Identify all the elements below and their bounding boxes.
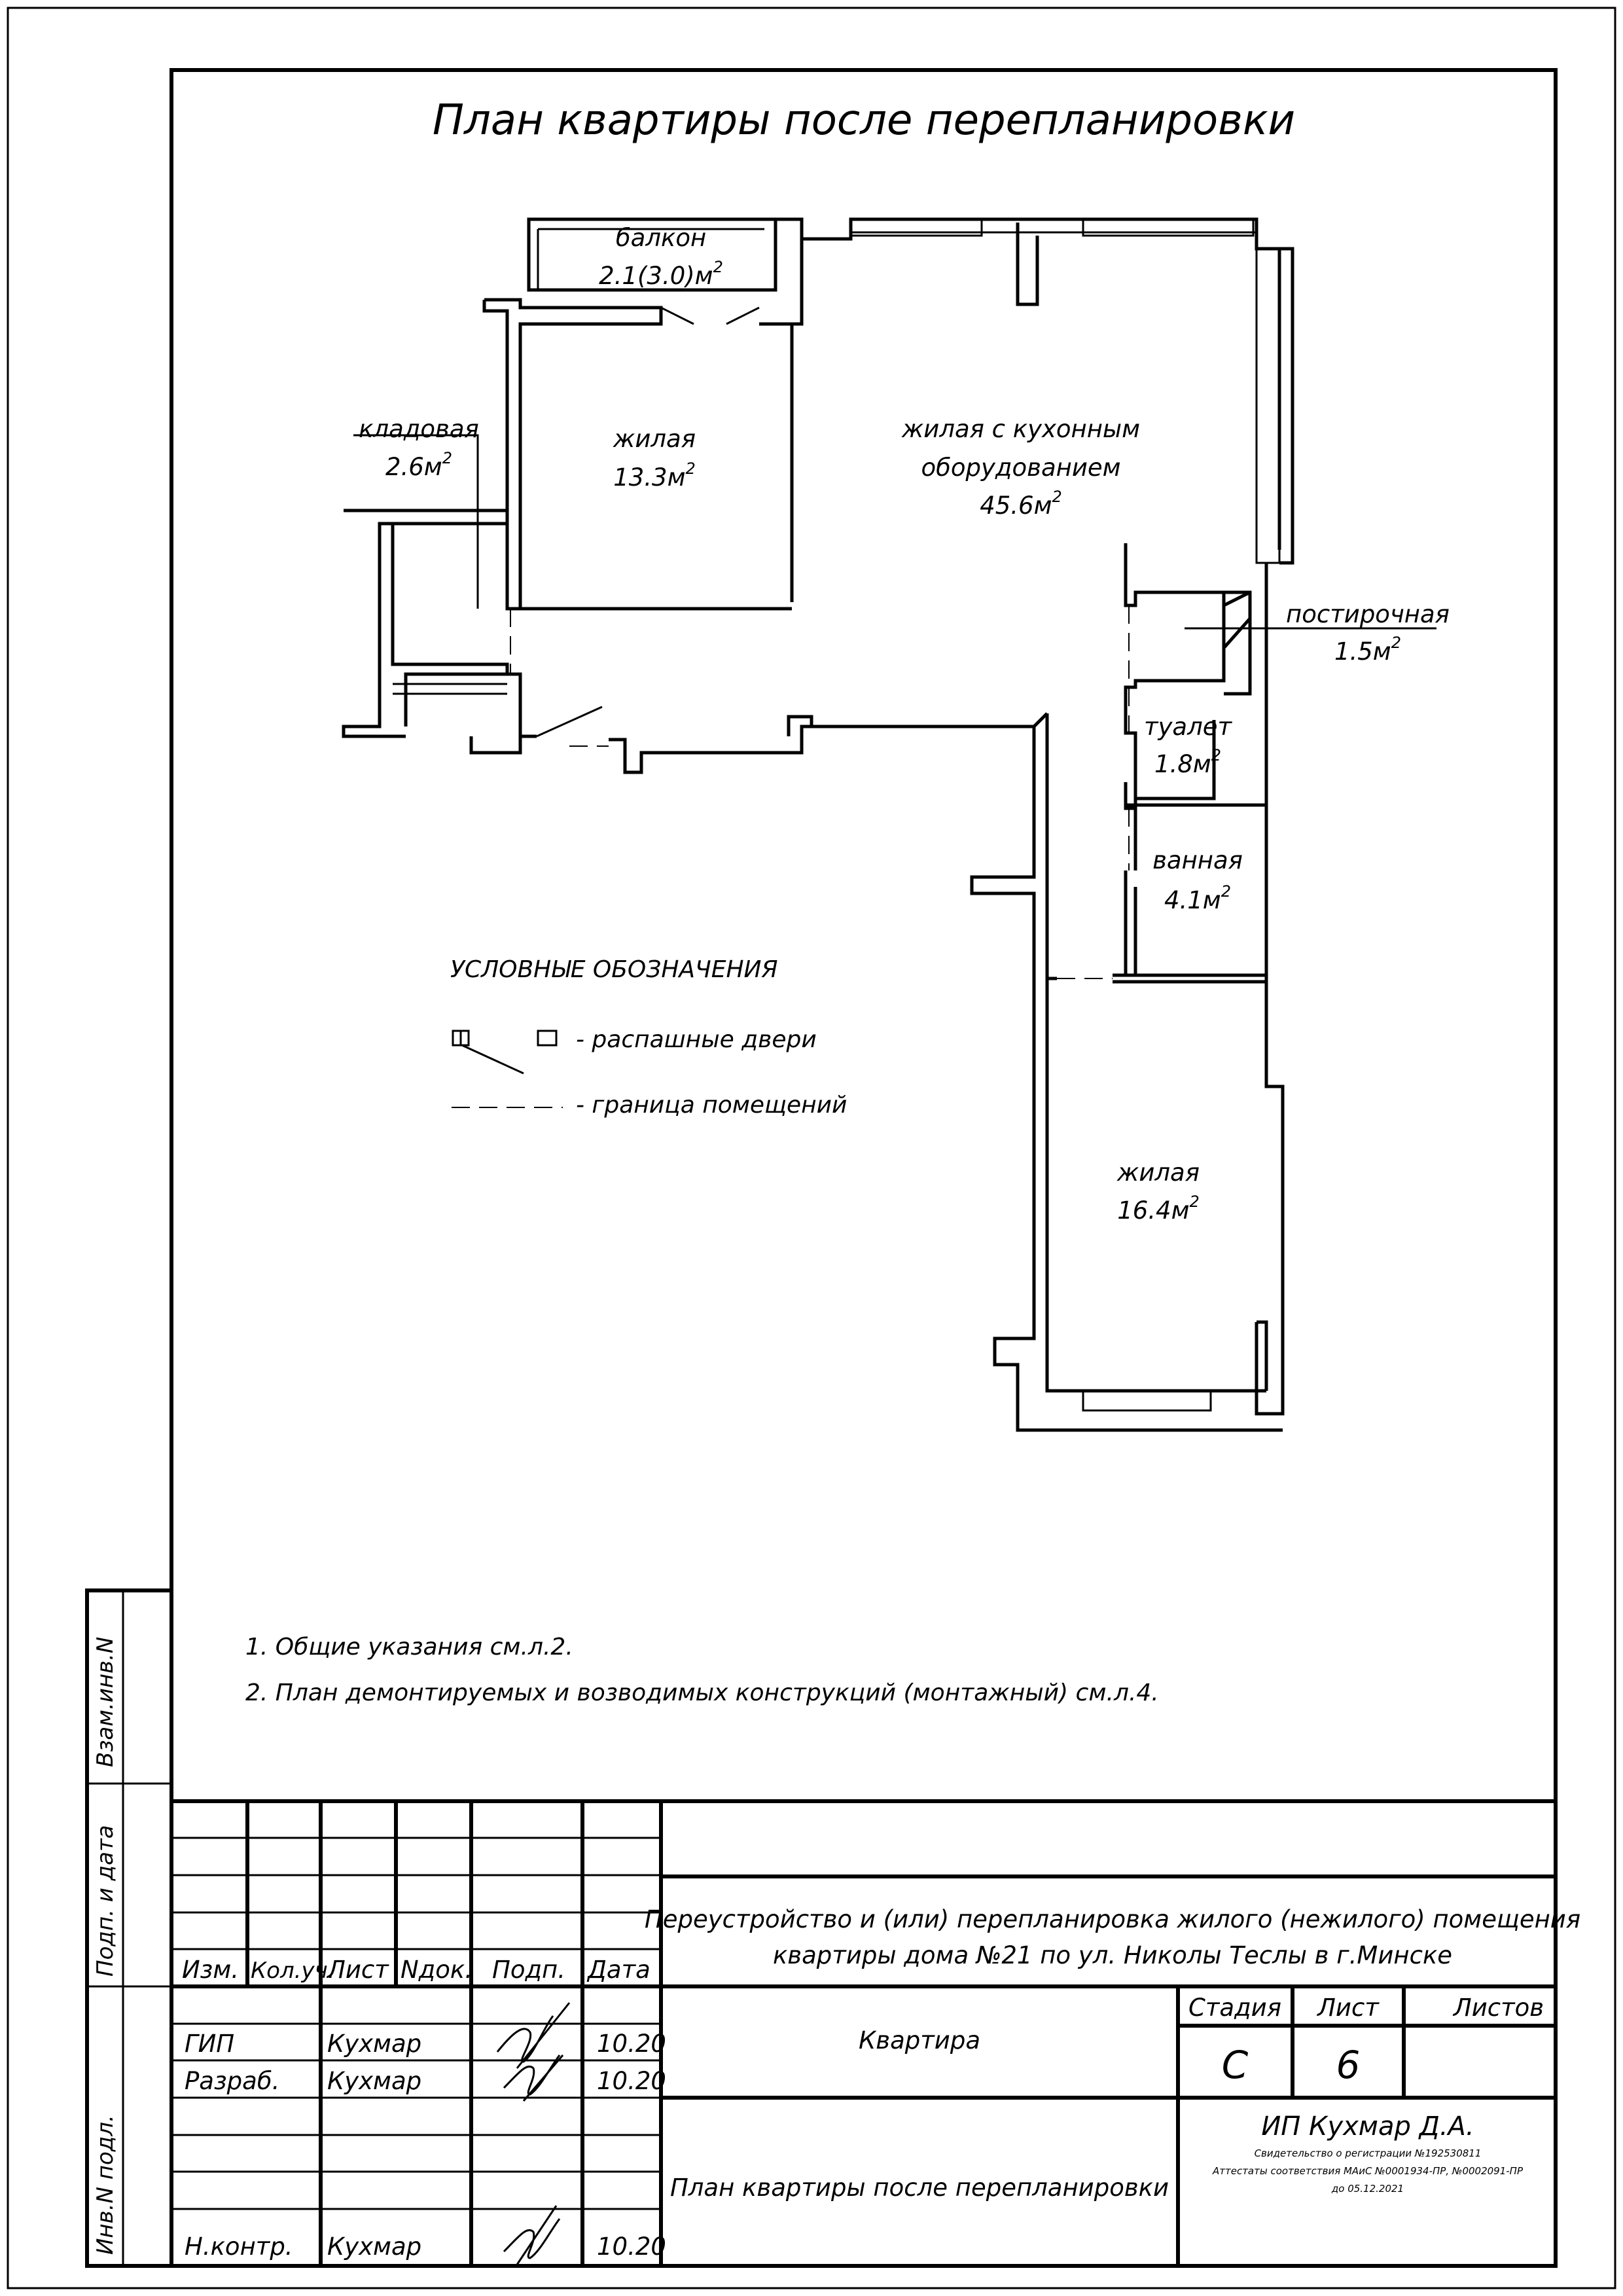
door-symbol xyxy=(453,1031,556,1073)
stage-label: Стадия xyxy=(1188,1994,1281,2022)
bath-name: ванная xyxy=(1152,846,1243,874)
hdr-data: Дата xyxy=(588,1956,651,1984)
room-labels xyxy=(359,224,1450,1225)
title-block xyxy=(171,1801,1580,2266)
sheet-title: План квартиры после перепланировки xyxy=(669,2174,1169,2202)
living-kitchen-area: $45.6м^2$ xyxy=(980,488,1062,520)
drawing-title: План квартиры после перепланировки xyxy=(432,96,1296,145)
org-name: ИП Кухмар Д.А. xyxy=(1261,2111,1474,2142)
balcony-area: $2.1(3.0)м^2$ xyxy=(599,258,723,290)
row-nkontr-date: 10.20 xyxy=(597,2233,666,2261)
row-gip-date: 10.20 xyxy=(597,2030,666,2058)
living1-name: жилая xyxy=(613,425,696,453)
sheet-value: 6 xyxy=(1336,2043,1361,2087)
legend-doors: - распашные двери xyxy=(576,1026,817,1053)
row-gip-role: ГИП xyxy=(185,2030,235,2058)
row-razrab-date: 10.20 xyxy=(597,2067,666,2095)
org-line-2: Аттестаты соответствия МАиС №0001934-ПР, №0002091-ПР xyxy=(1212,2165,1524,2177)
side-strip xyxy=(87,1590,171,2266)
signature-nkontr xyxy=(504,2206,560,2265)
side-podp: Подп. и дата xyxy=(92,1825,118,1977)
row-razrab-name: Кухмар xyxy=(327,2067,422,2095)
living1-area: $13.3м^2$ xyxy=(613,459,696,492)
signature-razrab xyxy=(504,2055,563,2101)
stage-value: С xyxy=(1221,2043,1249,2087)
toilet-area: $1.8м^2$ xyxy=(1154,746,1222,778)
storage-name: кладовая xyxy=(359,415,479,443)
object-name: Квартира xyxy=(859,2026,980,2054)
bath-area: $4.1м^2$ xyxy=(1164,882,1232,914)
project-line-2: квартиры дома №21 по ул. Николы Теслы в г.Минске xyxy=(772,1941,1453,1969)
floor-plan xyxy=(344,219,1436,1430)
legend-boundary: - граница помещений xyxy=(576,1092,847,1119)
row-gip-name: Кухмар xyxy=(327,2030,422,2058)
living-kitchen-name-2: оборудованием xyxy=(921,454,1121,482)
legend xyxy=(450,956,847,1119)
toilet-name: туалет xyxy=(1143,713,1232,741)
living2-area: $16.4м^2$ xyxy=(1117,1193,1200,1225)
note-1: 1. Общие указания см.л.2. xyxy=(245,1634,573,1660)
living2-name: жилая xyxy=(1117,1158,1200,1187)
living-kitchen-name-1: жилая с кухонным xyxy=(901,415,1141,443)
side-vzam: Взам.инв.N xyxy=(92,1636,118,1767)
row-razrab-role: Разраб. xyxy=(185,2067,280,2095)
note-2: 2. План демонтируемых и возводимых конструкций (монтажный) см.л.4. xyxy=(245,1679,1159,1706)
hdr-ndok: Nдок. xyxy=(401,1956,473,1984)
hdr-koluch: Кол.уч. xyxy=(251,1958,335,1984)
balcony-name: балкон xyxy=(615,224,707,252)
project-line-1: Переустройство и (или) перепланировка жилого (нежилого) помещения xyxy=(644,1905,1581,1933)
sheets-label: Листов xyxy=(1453,1994,1544,2022)
storage-area: $2.6м^2$ xyxy=(385,449,453,481)
org-line-3: до 05.12.2021 xyxy=(1331,2183,1404,2195)
hdr-list: Лист xyxy=(327,1956,389,1984)
drawing-frame xyxy=(171,70,1556,2266)
signature-gip xyxy=(497,2003,569,2068)
sheet-label: Лист xyxy=(1317,1994,1379,2022)
row-nkontr-name: Кухмар xyxy=(327,2233,422,2261)
legend-heading: УСЛОВНЫЕ ОБОЗНАЧЕНИЯ xyxy=(450,956,778,983)
org-line-1: Свидетельство о регистрации №192530811 xyxy=(1254,2147,1482,2159)
row-nkontr-role: Н.контр. xyxy=(185,2233,293,2261)
hdr-podp: Подп. xyxy=(492,1956,565,1984)
laundry-area: $1.5м^2$ xyxy=(1334,634,1402,666)
side-inv: Инв.N подл. xyxy=(92,2115,118,2255)
hdr-izm: Изм. xyxy=(182,1956,240,1984)
laundry-name: постирочная xyxy=(1286,600,1450,628)
